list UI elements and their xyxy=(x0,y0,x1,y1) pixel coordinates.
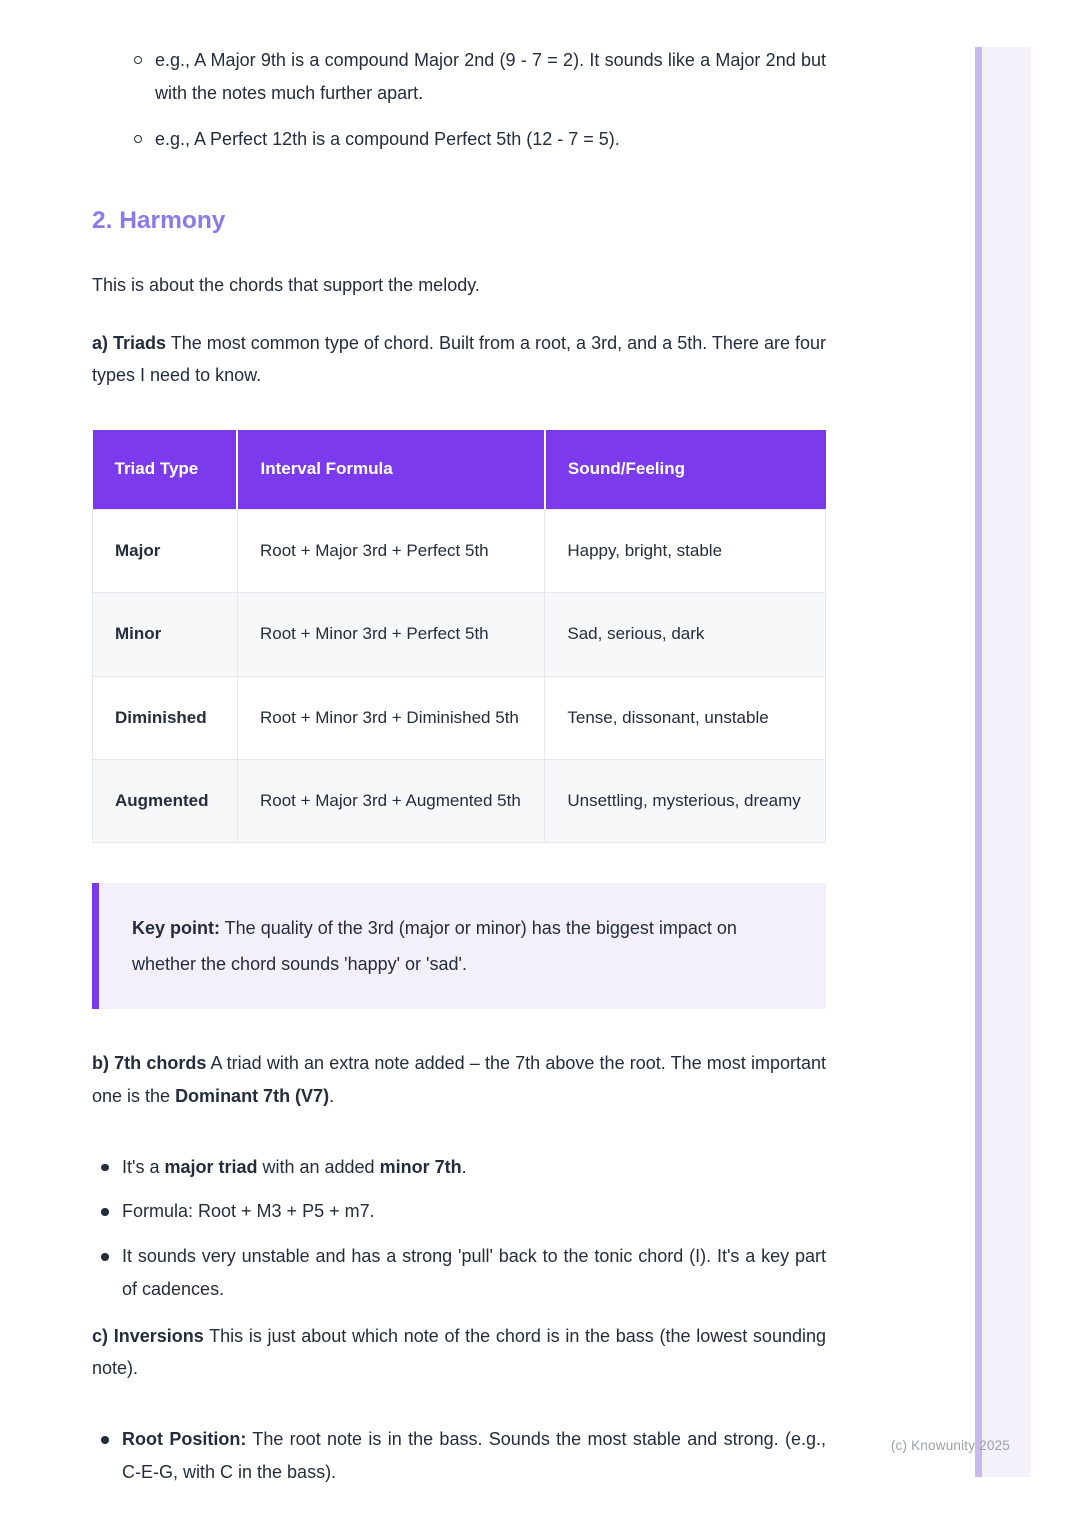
table-row xyxy=(93,759,826,842)
list-item xyxy=(155,44,826,110)
compound-interval-examples-list xyxy=(92,44,826,155)
list-item xyxy=(122,1240,826,1306)
table-row xyxy=(93,593,826,676)
list-item-text: Formula: Root + M3 + P5 + m7. xyxy=(122,1201,375,1222)
key-point-callout xyxy=(92,883,826,1009)
cell-sound-feeling: Sad, serious, dark xyxy=(545,593,826,676)
cell-interval-formula: Root + Minor 3rd + Diminished 5th xyxy=(237,676,544,759)
cell-triad-type: Augmented xyxy=(93,759,238,842)
list-item xyxy=(155,123,826,156)
list-item xyxy=(122,1195,826,1228)
cell-triad-type: Minor xyxy=(93,593,238,676)
cell-sound-feeling: Unsettling, mysterious, dreamy xyxy=(545,759,826,842)
circle-bullet-icon xyxy=(134,56,142,64)
cell-triad-type: Diminished xyxy=(93,676,238,759)
disc-bullet-icon xyxy=(101,1436,109,1444)
harmony-intro-paragraph: This is about the chords that support the melody. xyxy=(92,274,480,295)
list-item-text: e.g., A Major 9th is a compound Major 2nd (9 - 7 = 2). It sounds like a Major 2nd but with the notes much further apart. xyxy=(155,50,826,103)
list-item-text: e.g., A Perfect 12th is a compound Perfect 5th (12 - 7 = 5). xyxy=(155,128,620,149)
list-item xyxy=(122,1151,826,1184)
inversions-paragraph: c) Inversions This is just about which note of the chord is in the bass (the lowest sounding note). xyxy=(92,1325,827,1379)
triads-paragraph: a) Triads The most common type of chord. Built from a root, a 3rd, and a 5th. There are four types I need to know. xyxy=(92,332,826,386)
document-content xyxy=(92,44,826,1501)
next-page-edge[interactable] xyxy=(975,47,1031,1477)
inversions-list xyxy=(92,1423,826,1489)
disc-bullet-icon xyxy=(101,1208,109,1216)
cell-interval-formula: Root + Major 3rd + Perfect 5th xyxy=(237,510,544,593)
cell-interval-formula: Root + Minor 3rd + Perfect 5th xyxy=(237,593,544,676)
table-header-row xyxy=(93,430,826,509)
list-item-text: It's a major triad with an added minor 7th. xyxy=(122,1156,467,1177)
table-header-triad-type: Triad Type xyxy=(93,430,238,509)
table-row xyxy=(93,676,826,759)
table-header-interval-formula: Interval Formula xyxy=(237,430,544,509)
cell-sound-feeling: Tense, dissonant, unstable xyxy=(545,676,826,759)
circle-bullet-icon xyxy=(134,135,142,143)
cell-interval-formula: Root + Major 3rd + Augmented 5th xyxy=(237,759,544,842)
list-item-text: Root Position: The root note is in the bass. Sounds the most stable and strong. (e.g., C-E-G, with C in the bass). xyxy=(122,1429,826,1482)
list-item xyxy=(122,1423,826,1489)
disc-bullet-icon xyxy=(101,1164,109,1172)
key-point-text: Key point: The quality of the 3rd (major or minor) has the biggest impact on whether the chord sounds 'happy' or 'sad'. xyxy=(132,918,737,975)
seventh-chords-paragraph: b) 7th chords A triad with an extra note added – the 7th above the root. The most important one is the Dominant 7th (V7). xyxy=(92,1053,826,1106)
table-header-sound-feeling: Sound/Feeling xyxy=(545,430,826,509)
copyright-watermark: (c) Knowunity 2025 xyxy=(890,1438,1010,1453)
table-row xyxy=(93,510,826,593)
list-item-text: It sounds very unstable and has a strong 'pull' back to the tonic chord (I). It's a key part of cadences. xyxy=(122,1246,826,1299)
triads-table xyxy=(92,430,826,843)
disc-bullet-icon xyxy=(101,1253,109,1261)
seventh-chords-list xyxy=(92,1151,826,1306)
cell-sound-feeling: Happy, bright, stable xyxy=(545,510,826,593)
cell-triad-type: Major xyxy=(93,510,238,593)
section-heading-harmony: 2. Harmony xyxy=(92,207,226,235)
